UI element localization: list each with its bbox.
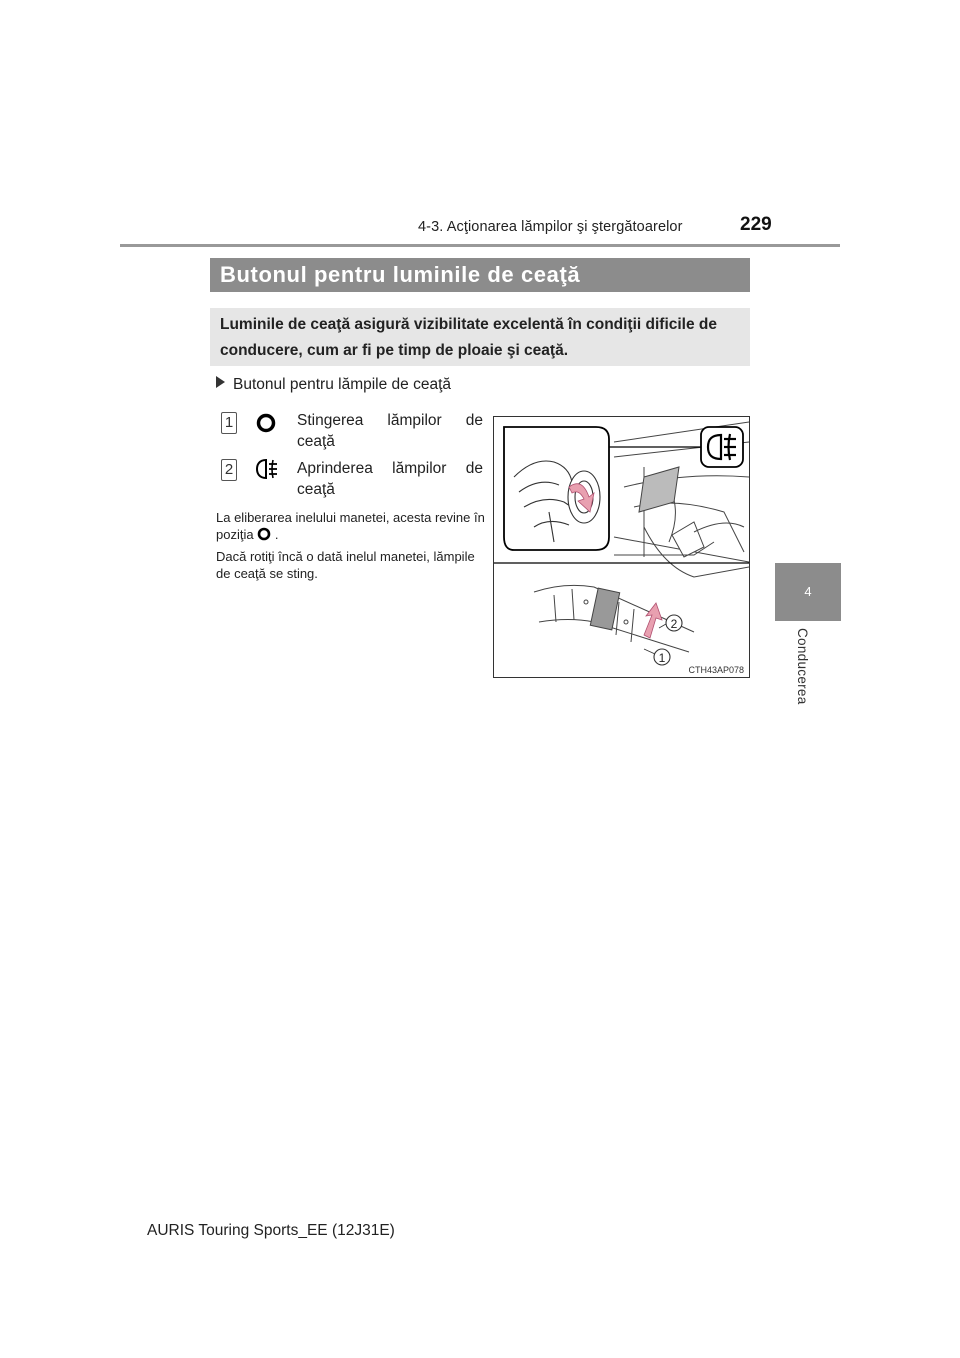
item-2-text-cont: ceaţă [297, 481, 335, 498]
item-1-text-cont: ceaţă [297, 433, 335, 450]
figure-code: CTH43AP078 [688, 665, 744, 675]
leader-2 [659, 624, 666, 628]
rotate-note: Dacă rotiţi încă o dată inelul manetei, lămpile de ceaţă se sting. [216, 549, 475, 581]
intro-text: Luminile de ceaţă asigură vizibilitate excelentă în condiţii dificile de conducere, cum ar fi pe timp de ploaie şi ceaţă. [210, 308, 750, 366]
leader-1 [644, 649, 655, 654]
section-title: 4-3. Acţionarea lămpilor şi ştergătoarelor [418, 219, 683, 235]
sub-heading-label: Butonul pentru lămpile de ceaţă [233, 376, 452, 393]
chapter-tab: 4 [775, 563, 841, 621]
lever-arrow-icon [644, 603, 662, 638]
bullet-triangle-icon [216, 376, 225, 388]
section-heading: Butonul pentru luminile de ceaţă [210, 258, 750, 292]
illustration-svg [494, 417, 749, 677]
item-1-text: Stingerea lămpilor de [297, 412, 483, 429]
fog-off-icon [256, 413, 276, 433]
item-number-1: 1 [221, 412, 237, 434]
footer-model: AURIS Touring Sports_EE (12J31E) [147, 1222, 395, 1239]
figure-illustration [493, 416, 750, 678]
item-2-text: Aprinderea lămpilor de [297, 460, 483, 477]
release-note-end: . [274, 527, 279, 542]
callout-label-2: 2 [670, 617, 678, 631]
lever-highlight [639, 467, 679, 512]
callout-label-1: 1 [658, 651, 666, 665]
item-number-2: 2 [221, 459, 237, 481]
lever-ring [590, 588, 619, 630]
fog-off-inline-icon [257, 527, 271, 541]
release-note [216, 509, 488, 543]
front-fog-lamp-icon [254, 457, 280, 481]
header-divider [120, 244, 840, 247]
sub-heading [216, 376, 451, 394]
chapter-label: Conducerea [795, 628, 810, 705]
page-number: 229 [740, 214, 772, 235]
release-note-text: La eliberarea inelului manetei, acesta revine în poziţia [216, 510, 485, 542]
